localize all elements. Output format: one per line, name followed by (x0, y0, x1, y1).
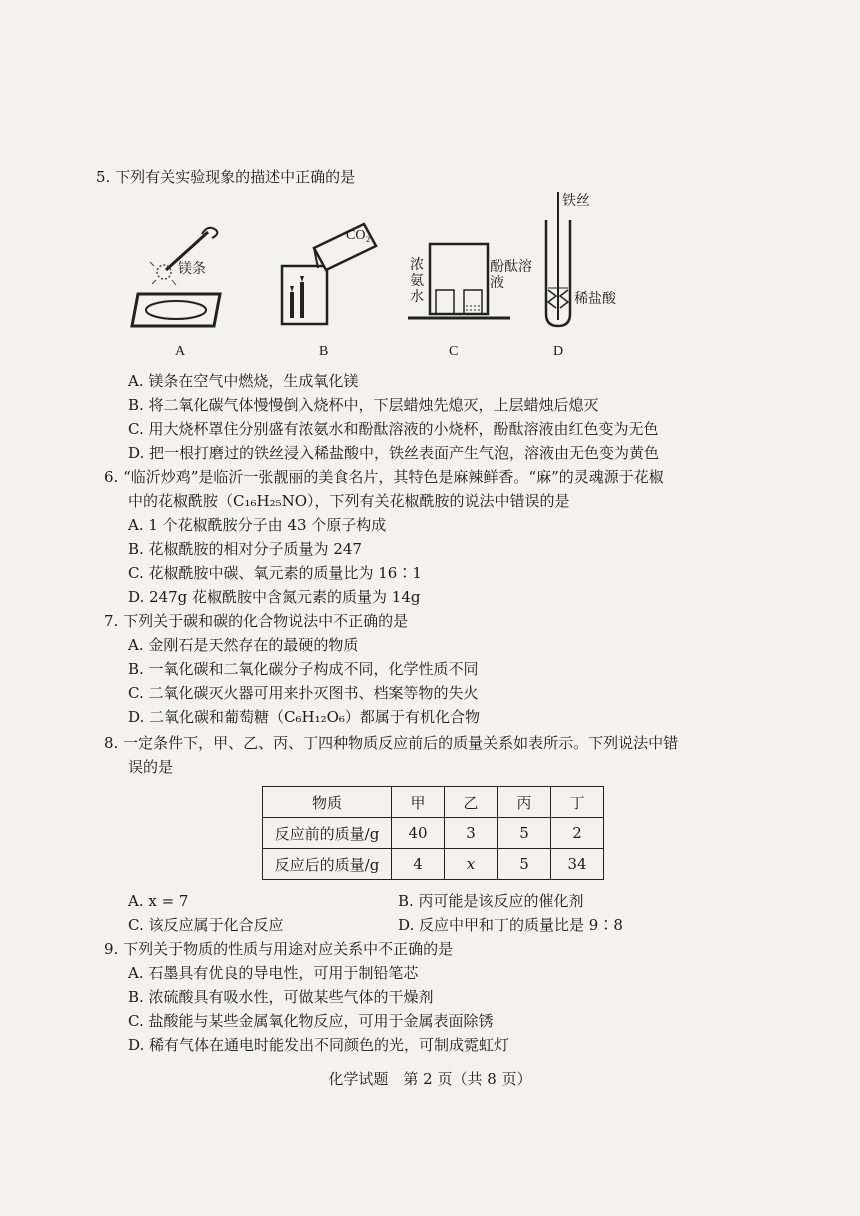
table-header-cell: 丙 (498, 787, 551, 818)
q9-stem (104, 938, 453, 960)
table-header-cell: 物质 (263, 787, 392, 818)
table-row (263, 849, 604, 880)
figure-b-label: B (319, 344, 329, 359)
figure-d-text-top: 铁丝 (562, 194, 590, 209)
table-row (263, 818, 604, 849)
q9-number: 9. (104, 940, 119, 958)
q9-stem-text: 下列关于物质的性质与用途对应关系中不正确的是 (123, 940, 454, 958)
table-cell: 3 (445, 818, 498, 849)
figure-a-label: A (175, 344, 186, 359)
q6-stem-text1: “临沂炒鸡”是临沂一张靓丽的美食名片，其特色是麻辣鲜香。“麻”的灵魂源于花椒 (123, 468, 664, 486)
q8-option-a: A. x = 7 (128, 892, 189, 910)
table-cell: 反应后的质量/g (263, 849, 392, 880)
q6-stem-line1 (104, 466, 664, 488)
page-footer: 化学试题 第 2 页（共 8 页） (328, 1070, 532, 1088)
table-cell: 34 (551, 849, 604, 880)
figure-c-text-right: 酚酞溶液 (490, 260, 532, 291)
table-cell: 反应前的质量/g (263, 818, 392, 849)
q8-option-b: B. 丙可能是该反应的催化剂 (398, 892, 584, 910)
q8-number: 8. (104, 734, 119, 752)
table-cell: 40 (392, 818, 445, 849)
q9-option-c: C. 盐酸能与某些金属氧化物反应，可用于金属表面除锈 (128, 1012, 494, 1030)
table-header-cell: 乙 (445, 787, 498, 818)
q6-option-b: B. 花椒酰胺的相对分子质量为 247 (128, 540, 362, 558)
q9-option-a: A. 石墨具有优良的导电性，可用于制铅笔芯 (128, 964, 419, 982)
figure-c-label: C (449, 344, 459, 359)
figure-b-text: CO₂ (346, 228, 371, 243)
q5-stem-text: 下列有关实验现象的描述中正确的是 (115, 168, 356, 186)
q7-option-c: C. 二氧化碳灭火器可用来扑灭图书、档案等物的失火 (128, 684, 479, 702)
table-cell: x (445, 849, 498, 880)
q7-option-b: B. 一氧化碳和二氧化碳分子构成不同，化学性质不同 (128, 660, 479, 678)
figure-d-iron-wire-acid (540, 190, 580, 330)
table-header-cell: 甲 (392, 787, 445, 818)
q7-number: 7. (104, 612, 119, 630)
q8-stem-line2: 误的是 (128, 758, 174, 776)
q8-stem-text1: 一定条件下，甲、乙、丙、丁四种物质反应前后的质量关系如表所示。下列说法中错 (123, 734, 679, 752)
q7-stem-text: 下列关于碳和碳的化合物说法中不正确的是 (123, 612, 409, 630)
q8-stem-line1 (104, 732, 678, 754)
q9-option-b: B. 浓硫酸具有吸水性，可做某些气体的干燥剂 (128, 988, 434, 1006)
table-header-row (263, 787, 604, 818)
mass-table (262, 786, 604, 880)
q5-option-a: A. 镁条在空气中燃烧，生成氧化镁 (128, 372, 359, 390)
figure-a-text: 镁条 (178, 262, 206, 277)
q6-stem-line2: 中的花椒酰胺（C₁₆H₂₅NO），下列有关花椒酰胺的说法中错误的是 (128, 492, 570, 510)
q6-option-d: D. 247g 花椒酰胺中含氮元素的质量为 14g (128, 588, 421, 606)
figure-d-label: D (553, 344, 564, 359)
q7-option-a: A. 金刚石是天然存在的最硬的物质 (128, 636, 359, 654)
q5-option-b: B. 将二氧化碳气体慢慢倒入烧杯中，下层蜡烛先熄灭，上层蜡烛后熄灭 (128, 396, 599, 414)
q7-stem (104, 610, 408, 632)
table-cell: 4 (392, 849, 445, 880)
q6-option-c: C. 花椒酰胺中碳、氧元素的质量比为 16∶1 (128, 564, 422, 582)
q5-number: 5. (96, 168, 111, 186)
q7-option-d: D. 二氧化碳和葡萄糖（C₆H₁₂O₆）都属于有机化合物 (128, 708, 480, 726)
q8-option-d: D. 反应中甲和丁的质量比是 9∶8 (398, 916, 623, 934)
q6-option-a: A. 1 个花椒酰胺分子由 43 个原子构成 (128, 516, 387, 534)
figure-d-text-right: 稀盐酸 (574, 292, 616, 307)
table-cell: 5 (498, 849, 551, 880)
q5-option-d: D. 把一根打磨过的铁丝浸入稀盐酸中，铁丝表面产生气泡，溶液由无色变为黄色 (128, 444, 660, 462)
q9-option-d: D. 稀有气体在通电时能发出不同颜色的光，可制成霓虹灯 (128, 1036, 510, 1054)
q8-option-c: C. 该反应属于化合反应 (128, 916, 284, 934)
table-cell: 2 (551, 818, 604, 849)
figure-c-text-left: 浓氨水 (410, 258, 424, 305)
q6-number: 6. (104, 468, 119, 486)
table-cell: 5 (498, 818, 551, 849)
q5-stem (96, 166, 355, 188)
table-header-cell: 丁 (551, 787, 604, 818)
q5-option-c: C. 用大烧杯罩住分别盛有浓氨水和酚酞溶液的小烧杯，酚酞溶液由红色变为无色 (128, 420, 659, 438)
